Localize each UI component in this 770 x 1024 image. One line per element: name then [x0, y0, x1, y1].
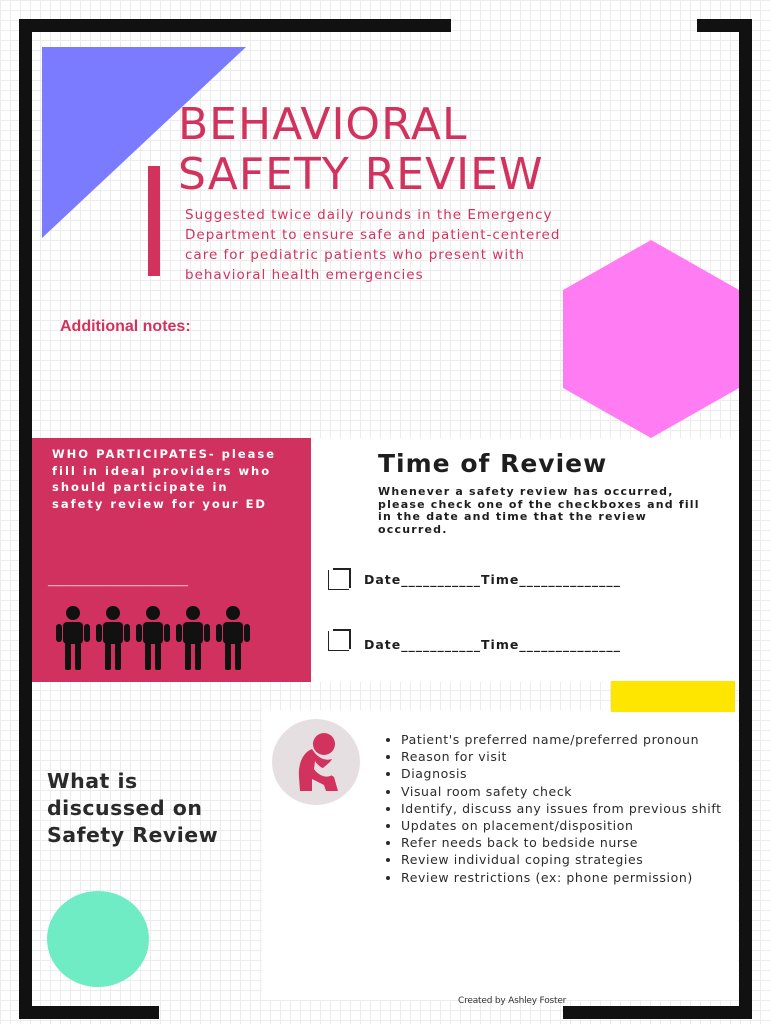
- list-item: • Reason for visit: [401, 748, 761, 765]
- who-participates-text: WHO PARTICIPATES- please fill in ideal providers who should participate in safety review for your ED: [52, 447, 277, 511]
- list-item: • Diagnosis: [401, 765, 761, 782]
- person-icon: [96, 606, 130, 670]
- person-head-in-hands-icon: [272, 719, 360, 805]
- distressed-person-icon: [272, 719, 360, 805]
- list-item: • Updates on placement/disposition: [401, 817, 761, 834]
- list-item: • Visual room safety check: [401, 783, 761, 800]
- frame-bottom-right: [563, 1006, 752, 1019]
- mint-circle-decoration: [47, 891, 149, 987]
- people-group-icon: [55, 605, 255, 675]
- creator-credit: Created by Ashley Foster: [458, 996, 567, 1006]
- date-time-field-1[interactable]: Date___________Time______________: [364, 572, 621, 587]
- date-time-field-2[interactable]: Date___________Time______________: [364, 637, 621, 652]
- list-item: • Patient's preferred name/preferred pronoun: [401, 731, 761, 748]
- time-of-review-description: Whenever a safety review has occurred, please check one of the checkboxes and fill in the date and time that the review occurred.: [378, 485, 700, 536]
- what-is-discussed-heading: What is discussed on Safety Review: [47, 769, 219, 847]
- time-of-review-title: Time of Review: [378, 449, 608, 478]
- person-icon: [216, 606, 250, 670]
- discussion-topics-list: [383, 731, 761, 886]
- list-item: • Review restrictions (ex: phone permission): [401, 869, 761, 886]
- list-item: • Refer needs back to bedside nurse: [401, 834, 761, 851]
- person-icon: [136, 606, 170, 670]
- title-accent-bar: [148, 166, 160, 276]
- person-icon: [176, 606, 210, 670]
- participants-fill-line: ____________________________: [48, 576, 188, 587]
- additional-notes-label: Additional notes:: [60, 318, 191, 335]
- frame-bottom-left: [19, 1006, 159, 1019]
- list-item: • Identify, discuss any issues from previous shift: [401, 800, 761, 817]
- magenta-hexagon-decoration: [563, 240, 739, 438]
- yellow-accent-bar: [611, 681, 735, 712]
- review-checkbox-1[interactable]: [328, 570, 349, 590]
- frame-left: [19, 19, 32, 1019]
- list-item: • Review individual coping strategies: [401, 851, 761, 868]
- page-title: BEHAVIORAL SAFETY REVIEW: [178, 99, 544, 200]
- review-checkbox-2[interactable]: [328, 631, 349, 651]
- person-icon: [56, 606, 90, 670]
- page-subtitle: Suggested twice daily rounds in the Emergency Department to ensure safe and patient-centered care for pediatric patients who present with behavioral health emergencies: [185, 207, 561, 283]
- frame-top-left: [19, 19, 451, 32]
